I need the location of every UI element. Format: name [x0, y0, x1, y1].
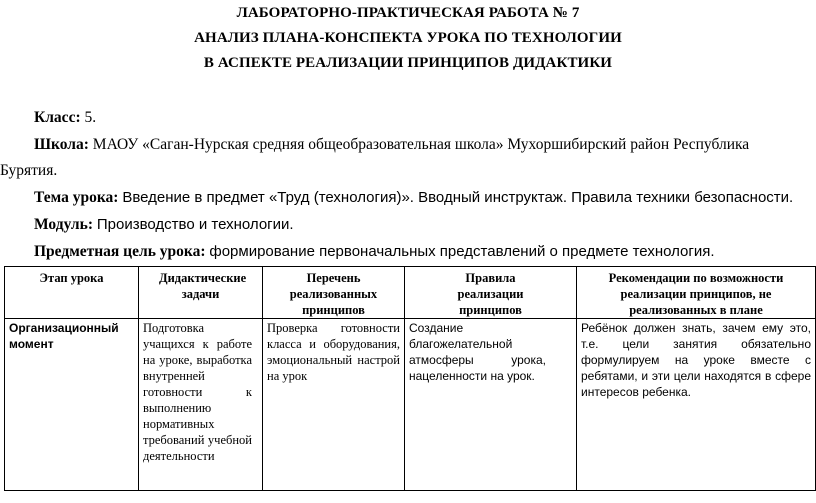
- header-recommendations: Рекомендации по возможности реализации принципов, не реализованных в плане: [577, 267, 816, 319]
- heading-line-3: В АСПЕКТЕ РЕАЛИЗАЦИИ ПРИНЦИПОВ ДИДАКТИКИ: [203, 55, 613, 71]
- school-line-cont: [0, 162, 57, 180]
- goal-value: формирование первоначальных представлений о предмете технология.: [209, 243, 715, 260]
- module-label: Модуль:: [34, 216, 93, 233]
- class-label: Класс:: [34, 109, 81, 126]
- heading-line-1: ЛАБОРАТОРНО-ПРАКТИЧЕСКАЯ РАБОТА № 7: [236, 5, 580, 21]
- cell-tasks: Подготовка учащихся к работе на уроке, выработка внутренней готовности к выполнению нормативных требований учебной деятельности: [139, 319, 263, 491]
- goal-line: [34, 243, 715, 261]
- header-principles: Перечень реализованных принципов: [263, 267, 405, 319]
- cell-principles: Проверка готовности класса и оборудования, эмоциональный настрой на урок: [263, 319, 405, 491]
- school-value-cont: Бурятия.: [0, 162, 58, 179]
- school-value: МАОУ «Саган-Нурская средняя общеобразовательная школа» Мухоршибирский район Республика: [92, 136, 750, 153]
- topic-line: [34, 189, 793, 207]
- school-label: Школа:: [34, 136, 89, 153]
- class-value: 5.: [84, 109, 97, 126]
- module-line: [34, 216, 294, 234]
- header-stage: Этап урока: [5, 267, 139, 319]
- cell-rules: Создание благожелательной атмосферы урока, нацеленности на урок.: [405, 319, 577, 491]
- table-row: [5, 319, 816, 491]
- analysis-table: [4, 266, 816, 491]
- module-value: Производство и технологии.: [96, 216, 294, 233]
- header-tasks: Дидактические задачи: [139, 267, 263, 319]
- topic-label: Тема урока:: [34, 189, 119, 206]
- cell-stage: Организационный момент: [5, 319, 139, 491]
- goal-label: Предметная цель урока:: [34, 243, 206, 260]
- table-header-row: [5, 267, 816, 319]
- topic-value: Введение в предмет «Труд (технология)». Вводный инструктаж. Правила техники безопасности.: [122, 189, 794, 206]
- header-rules: Правила реализации принципов: [405, 267, 577, 319]
- class-line: [34, 109, 96, 127]
- school-line: [34, 136, 749, 154]
- heading-line-2: АНАЛИЗ ПЛАНА-КОНСПЕКТА УРОКА ПО ТЕХНОЛОГИИ: [194, 30, 622, 46]
- cell-recommendations: Ребёнок должен знать, зачем ему это, т.е. цели занятия обязательно формулируем на уроке вместе с ребятами, и эти цели находятся в сфере интересов ребенка.: [577, 319, 816, 491]
